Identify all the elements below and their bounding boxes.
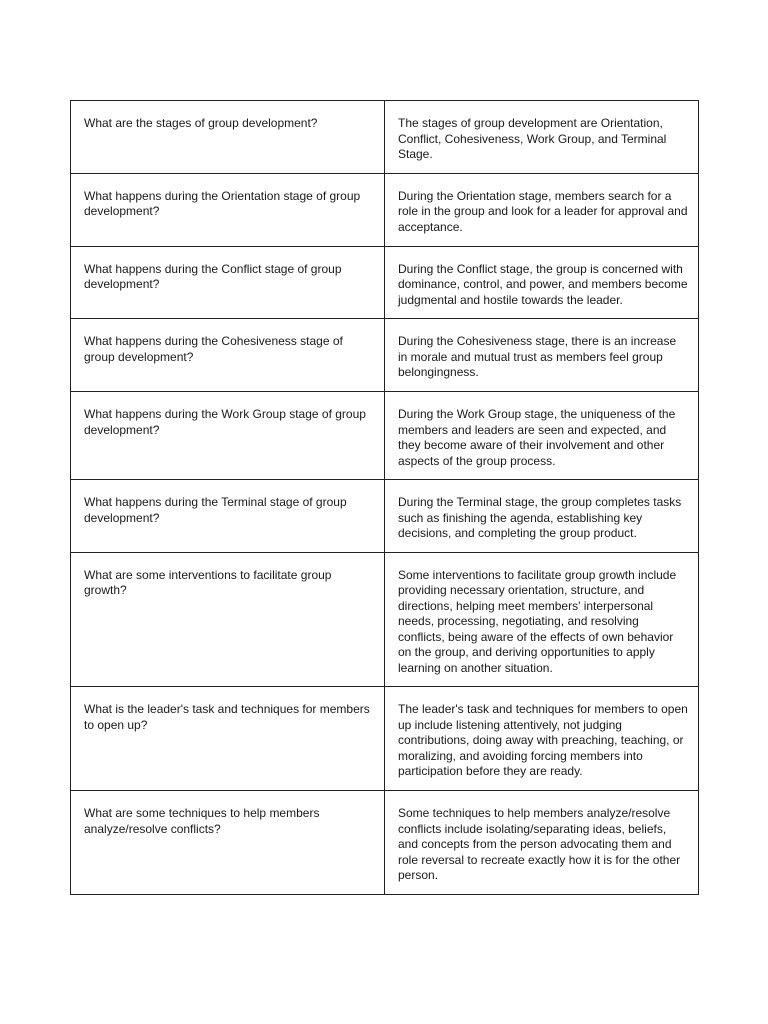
table-row bbox=[71, 319, 699, 392]
answer-cell: During the Orientation stage, members search for a role in the group and look for a leader for approval and acceptance. bbox=[385, 173, 699, 246]
question-cell: What happens during the Terminal stage of group development? bbox=[71, 480, 385, 553]
question-cell: What happens during the Work Group stage of group development? bbox=[71, 392, 385, 480]
question-cell: What are some interventions to facilitate group growth? bbox=[71, 552, 385, 687]
answer-cell: During the Terminal stage, the group completes tasks such as finishing the agenda, establishing key decisions, and completing the group product. bbox=[385, 480, 699, 553]
table-row bbox=[71, 552, 699, 687]
question-cell: What is the leader's task and techniques for members to open up? bbox=[71, 687, 385, 791]
table-row bbox=[71, 480, 699, 553]
answer-cell: The stages of group development are Orientation, Conflict, Cohesiveness, Work Group, and Terminal Stage. bbox=[385, 101, 699, 174]
question-cell: What happens during the Conflict stage of group development? bbox=[71, 246, 385, 319]
answer-cell: Some techniques to help members analyze/resolve conflicts include isolating/separating ideas, beliefs, and concepts from the person advocating them and role reversal to recreate exactly how it is for the other person. bbox=[385, 791, 699, 895]
question-cell: What are some techniques to help members analyze/resolve conflicts? bbox=[71, 791, 385, 895]
answer-cell: During the Cohesiveness stage, there is an increase in morale and mutual trust as members feel group belongingness. bbox=[385, 319, 699, 392]
answer-cell: During the Conflict stage, the group is concerned with dominance, control, and power, and members become judgmental and hostile towards the leader. bbox=[385, 246, 699, 319]
table-row bbox=[71, 791, 699, 895]
question-cell: What are the stages of group development? bbox=[71, 101, 385, 174]
answer-cell: During the Work Group stage, the uniqueness of the members and leaders are seen and expected, and they become aware of their involvement and other aspects of the group process. bbox=[385, 392, 699, 480]
table-row bbox=[71, 392, 699, 480]
table-row bbox=[71, 101, 699, 174]
table-row bbox=[71, 687, 699, 791]
answer-cell: The leader's task and techniques for members to open up include listening attentively, not judging contributions, doing away with preaching, teaching, or moralizing, and avoiding forcing members into participation before they are ready. bbox=[385, 687, 699, 791]
answer-cell: Some interventions to facilitate group growth include providing necessary orientation, structure, and directions, helping meet members' interpersonal needs, processing, negotiating, and resolving conflicts, being aware of the effects of own behavior on the group, and deriving opportunities to apply learning on another situation. bbox=[385, 552, 699, 687]
table-row bbox=[71, 173, 699, 246]
qa-table bbox=[70, 100, 699, 895]
question-cell: What happens during the Orientation stage of group development? bbox=[71, 173, 385, 246]
table-row bbox=[71, 246, 699, 319]
question-cell: What happens during the Cohesiveness stage of group development? bbox=[71, 319, 385, 392]
